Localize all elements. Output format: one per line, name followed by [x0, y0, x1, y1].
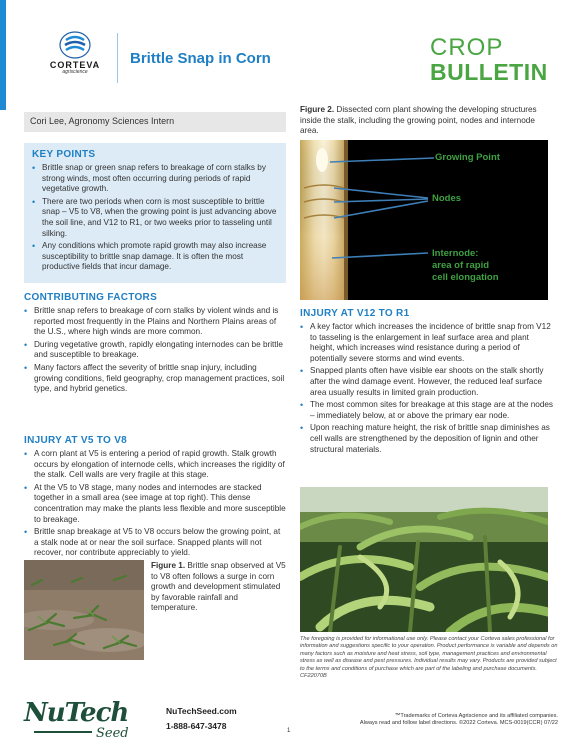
- website-link[interactable]: NuTechSeed.com: [166, 706, 237, 716]
- growing-point-label: Growing Point: [435, 152, 500, 163]
- list-item: • Upon reaching mature height, the risk of brittle snap diminishes as cell walls are strengthened by the deposition of lignin and other structural materials.: [300, 423, 555, 455]
- header-divider: [117, 33, 118, 83]
- list-item: • Many factors affect the severity of brittle snap injury, including growing conditions, field geography, crop management practices, soil type, and hybrid genetics.: [24, 363, 286, 395]
- figure-2-photo: [300, 140, 548, 300]
- trademark-notice: [300, 713, 558, 728]
- list-item: • During vegetative growth, rapidly elongating internodes can be brittle and susceptible to breakage.: [24, 340, 286, 361]
- list-item: • There are two periods when corn is most susceptible to brittle snap – V5 to V8, when the growing point is just advancing above the soil line, and V12 to R1, or two weeks prior to tasseling until silking.: [32, 197, 278, 239]
- section-title: CONTRIBUTING FACTORS: [24, 292, 158, 303]
- list-item: • A corn plant at V5 is entering a period of rapid growth. Stalk growth occurs by elongation of internode cells, which increases the rigidity of the stalk. Cell walls are very fragile at this stage.: [24, 449, 286, 481]
- list-item: • Any conditions which promote rapid growth may also increase susceptibility to brittle snap damage. It is often the most productive fields that incur damage.: [32, 241, 278, 273]
- phone-number: 1-888-647-3478: [166, 721, 227, 731]
- list-item: • The most common sites for breakage at this stage are at the nodes – immediately below, at or above the primary ear node.: [300, 400, 555, 421]
- corteva-emblem-icon: [58, 30, 92, 60]
- nutech-wordmark: NuTech: [24, 698, 129, 728]
- disclaimer-text: The foregoing is provided for informational use only. Please contact your Corteva sales professional for information and suggestions specific to your operation. Product performance is variable and depends on many factors such as moisture and heat stress, soil type, management practices and environmental stress as well as disease and pest pressures. Individual results may vary. Products are provided subject to the terms and conditions of purchase which are part of the labeling and purchase documents. CF22070B: [300, 636, 558, 680]
- figure-2-caption: [300, 105, 555, 137]
- section-title: INJURY AT V5 TO V8: [24, 435, 128, 446]
- figure-1-label: Figure 1.: [151, 561, 186, 570]
- internode-label-1: Internode:: [432, 248, 479, 259]
- figure-1-caption: [151, 561, 286, 614]
- logo-wordmark: CORTEVA: [49, 60, 101, 70]
- header-accent-bar: [0, 0, 6, 110]
- corteva-logo: [40, 30, 110, 82]
- injury-v12-list: [300, 322, 555, 455]
- nutech-seed-logo: [24, 700, 149, 745]
- logo-subtitle: agriscience: [62, 69, 88, 75]
- key-points-list: [32, 163, 278, 273]
- contributing-factors-section: [24, 292, 286, 397]
- internode-label-3: cell elongation: [432, 272, 499, 283]
- list-item: • Snapped plants often have visible ear shoots on the stalk shortly after the wind damage event. However, the reduced leaf surface area usually results in limited grain production.: [300, 366, 555, 398]
- page-number: 1: [287, 728, 291, 734]
- list-item: • Brittle snap or green snap refers to breakage of corn stalks by strong winds, most often occurring during periods of rapid vegetative growth.: [32, 163, 278, 195]
- bulletin-label: BULLETIN: [430, 59, 548, 85]
- key-points-title: KEY POINTS: [32, 149, 96, 160]
- injury-v5-list: [24, 449, 286, 559]
- section-title: INJURY AT V12 TO R1: [300, 308, 410, 319]
- injury-v5-v8-section: [24, 435, 286, 561]
- figure-2-text: Dissected corn plant showing the developing structures inside the stalk, including the growing point, nodes and internode area.: [300, 105, 537, 136]
- list-item: • At the V5 to V8 stage, many nodes and internodes are stacked together in a small area (see image at top right). This dense concentration may make the plants less flexible and more susceptible to breakage.: [24, 483, 286, 525]
- trademark-line-2: Always read and follow label directions. ©2022 Corteva. MCS-0019(CCR) 07/22: [359, 720, 558, 727]
- list-item: • Brittle snap breakage at V5 to V8 occurs below the growing point, at a stalk node at or near the soil surface. Snapped plants will not recover, nor contribute appreciably to yield.: [24, 527, 286, 559]
- internode-label-2: area of rapid: [432, 260, 490, 271]
- injury-v12-r1-section: [300, 308, 555, 457]
- nutech-seed-word: Seed: [96, 726, 129, 741]
- figure-2-label: Figure 2.: [300, 105, 335, 114]
- list-item: • Brittle snap refers to breakage of corn stalks by violent winds and is reported most frequently in the Plains and Northern Plains areas of the U.S., where high winds are more common.: [24, 306, 286, 338]
- key-points-box: [24, 143, 286, 283]
- figure-1-photo: [24, 560, 144, 660]
- figure-1-text: Brittle snap observed at V5 to V8 often follows a surge in corn growth and development stimulated by favorable rainfall and temperature.: [151, 561, 286, 613]
- document-title: Brittle Snap in Corn: [130, 50, 271, 67]
- nutech-underline: [34, 731, 92, 733]
- trademark-line-1: ™Trademarks of Corteva Agriscience and its affiliated companies.: [394, 713, 558, 719]
- contributing-list: [24, 306, 286, 395]
- author-bar: Cori Lee, Agronomy Sciences Intern: [24, 112, 286, 132]
- corn-field-photo: [300, 487, 548, 632]
- list-item: • A key factor which increases the incidence of brittle snap from V12 to tasseling is the enlargement in leaf surface area and plant height, which increases wind resistance during a period of potentially severe storms and wind events.: [300, 322, 555, 364]
- nodes-label: Nodes: [432, 193, 462, 204]
- crop-label: CROP: [430, 34, 504, 61]
